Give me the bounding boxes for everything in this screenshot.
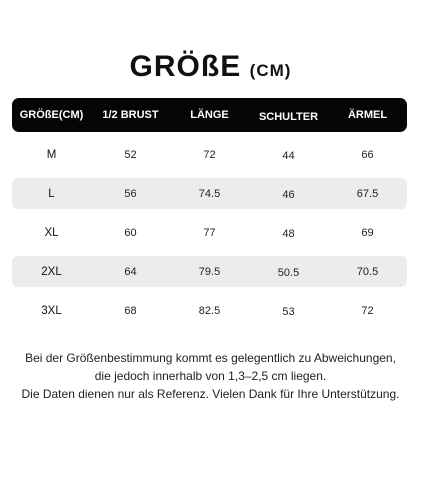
cell-chest: 52 bbox=[124, 148, 137, 161]
title-unit: (CM) bbox=[249, 61, 292, 80]
table-row bbox=[12, 217, 407, 248]
cell-sleeve: 67.5 bbox=[356, 187, 379, 200]
table-row bbox=[12, 178, 407, 209]
cell-sleeve: 69 bbox=[361, 226, 374, 239]
cell-size: 2XL bbox=[41, 265, 62, 278]
cell-chest: 60 bbox=[124, 226, 137, 239]
measurement-note bbox=[0, 349, 421, 403]
page-title bbox=[0, 50, 421, 84]
note-line: Die Daten dienen nur als Referenz. Vielen Dank für Ihre Unterstützung. bbox=[21, 387, 400, 401]
header-length: LÄNGE bbox=[190, 109, 229, 121]
cell-size: 3XL bbox=[41, 304, 62, 317]
header-shoulder: SCHULTER bbox=[258, 110, 319, 123]
cell-length: 79.5 bbox=[198, 265, 221, 278]
table-row bbox=[12, 256, 407, 287]
header-chest: 1/2 BRUST bbox=[102, 109, 159, 121]
cell-chest: 64 bbox=[124, 265, 137, 278]
size-table bbox=[12, 98, 407, 326]
cell-sleeve: 70.5 bbox=[356, 265, 379, 278]
cell-size: XL bbox=[44, 226, 59, 239]
cell-shoulder: 53 bbox=[282, 306, 295, 318]
title-main: GRÖßE bbox=[129, 50, 242, 83]
cell-chest: 56 bbox=[124, 187, 137, 200]
header-size: GRÖßE(CM) bbox=[19, 109, 84, 121]
cell-length: 74.5 bbox=[198, 187, 221, 200]
cell-sleeve: 72 bbox=[361, 304, 374, 317]
note-line: Bei der Größenbestimmung kommt es gelegentlich zu Abweichungen, bbox=[25, 351, 396, 365]
cell-shoulder: 46 bbox=[282, 189, 295, 201]
table-row bbox=[12, 139, 407, 170]
cell-chest: 68 bbox=[124, 304, 137, 317]
header-sleeve: ÄRMEL bbox=[347, 109, 388, 121]
note-line: die jedoch innerhalb von 1,3–2,5 cm liegen. bbox=[94, 369, 327, 383]
cell-length: 77 bbox=[203, 226, 216, 239]
cell-shoulder: 50.5 bbox=[277, 267, 300, 279]
cell-size: L bbox=[48, 187, 55, 200]
cell-size: M bbox=[46, 148, 57, 161]
cell-sleeve: 66 bbox=[361, 148, 374, 161]
table-row bbox=[12, 295, 407, 326]
cell-shoulder: 44 bbox=[282, 150, 295, 162]
cell-shoulder: 48 bbox=[282, 228, 295, 240]
cell-length: 82.5 bbox=[198, 304, 221, 317]
cell-length: 72 bbox=[203, 148, 216, 161]
table-header bbox=[12, 98, 407, 132]
